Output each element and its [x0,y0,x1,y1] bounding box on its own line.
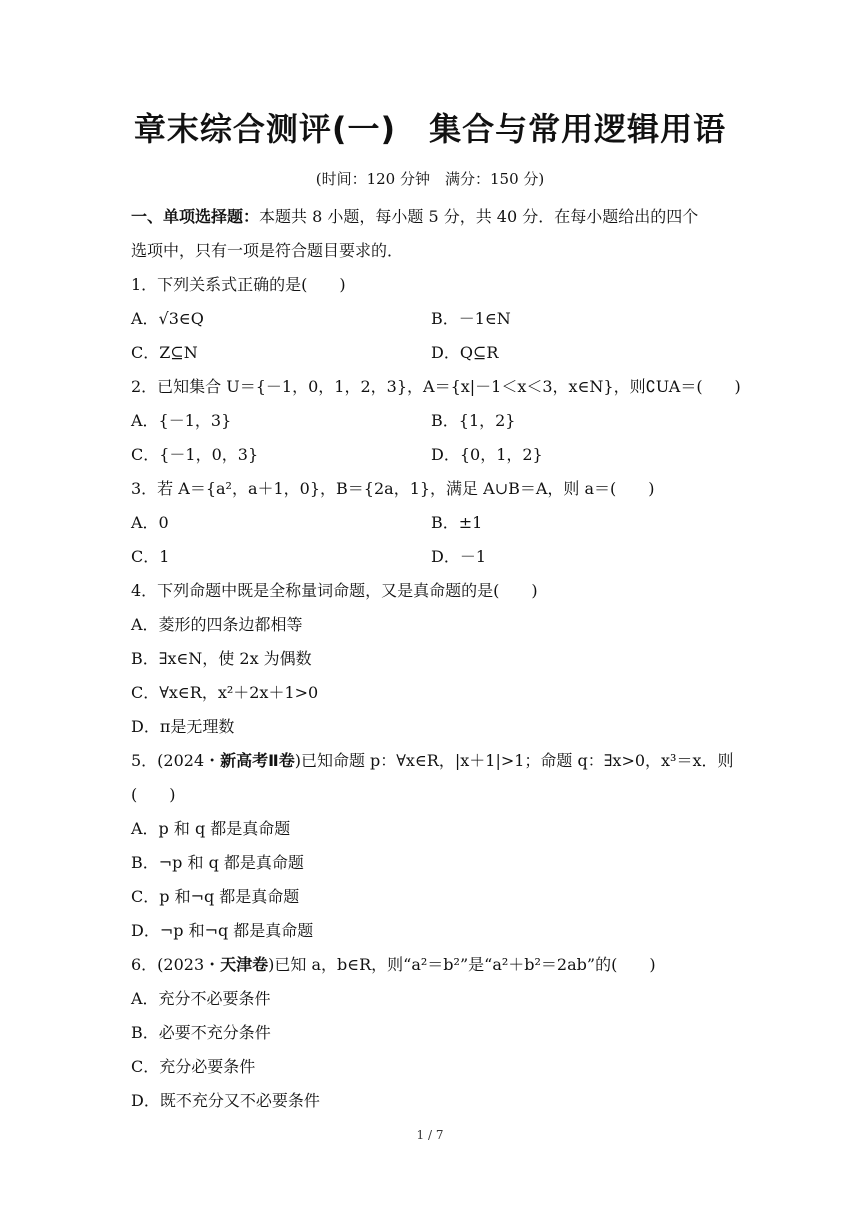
question-3-stem: 3．若 A＝{a²，a＋1，0}，B＝{2a，1}，满足 A∪B＝A，则 a＝( ) [131,479,655,498]
question-3-option-c: C．1 [131,547,170,566]
question-6-option-b: B．必要不充分条件 [131,1023,271,1042]
question-2-options-row1 [131,404,731,438]
question-2-option-c: C．{－1，0，3} [131,445,259,464]
question-6-option-a: A．充分不必要条件 [131,989,271,1008]
question-5-stem-prefix: 5．(2024・ [131,751,221,770]
question-6-option-c: C．充分必要条件 [131,1057,256,1076]
page-number: 1 / 7 [416,1128,444,1142]
question-3-option-a: A．0 [131,513,169,532]
question-2-stem: 2．已知集合 U＝{－1，0，1，2，3}，A＝{x|－1＜x＜3，x∈N}，则∁UA＝( ) [131,377,741,396]
section-heading [131,200,731,234]
question-6-stem [131,948,731,982]
page-title: 章末综合测评(一) 集合与常用逻辑用语 [133,110,727,148]
question-5-option-c: C．p 和¬q 都是真命题 [131,887,300,906]
question-4-option-c: C．∀x∈R，x²＋2x＋1>0 [131,683,319,702]
question-1-stem: 1．下列关系式正确的是( ) [131,275,346,294]
question-4-option-b: B．∃x∈N，使 2x 为偶数 [131,649,312,668]
section-heading-text: 本题共 8 小题，每小题 5 分，共 40 分．在每小题给出的四个 [259,207,699,226]
question-2-option-a: A．{－1，3} [131,411,232,430]
question-1-option-d: D．Q⊆R [431,343,499,362]
question-3-option-d: D．－1 [431,547,487,566]
question-6-source: 天津卷 [220,955,269,974]
question-1-option-b: B．－1∈N [431,309,511,328]
question-1-options-row2 [131,336,731,370]
question-3-option-b: B．±1 [431,513,483,532]
question-4-option-a: A．菱形的四条边都相等 [131,615,303,634]
question-list [131,200,741,1118]
question-5-option-b: B．¬p 和 q 都是真命题 [131,853,304,872]
question-3-options-row1 [131,506,731,540]
question-2-option-b: B．{1，2} [431,411,516,430]
exam-info: (时间：120 分钟 满分：150 分) [315,170,545,188]
question-4-option-d: D．π是无理数 [131,717,235,736]
question-2-option-d: D．{0，1，2} [431,445,543,464]
section-heading-label: 一、单项选择题： [131,207,260,226]
question-5-stem-rest: )已知命题 p：∀x∈R，|x＋1|>1；命题 q：∃x>0，x³＝x．则 [294,751,734,770]
question-5-option-d: D．¬p 和¬q 都是真命题 [131,921,314,940]
question-3-options-row2 [131,540,731,574]
question-5-stem [131,744,734,778]
question-1-options-row1 [131,302,731,336]
section-heading-cont: 选项中，只有一项是符合题目要求的． [131,241,404,260]
question-4-stem: 4．下列命题中既是全称量词命题，又是真命题的是( ) [131,581,538,600]
question-5-option-a: A．p 和 q 都是真命题 [131,819,291,838]
question-5-stem-cont: ( ) [131,785,176,804]
question-5-source: 新高考Ⅱ卷 [220,751,295,770]
question-6-option-d: D．既不充分又不必要条件 [131,1091,320,1110]
question-1-option-c: C．Z⊆N [131,343,198,362]
question-1-option-a: A．√3∈Q [131,309,204,328]
question-6-stem-rest: )已知 a，b∈R，则“a²＝b²”是“a²＋b²＝2ab”的( ) [268,955,656,974]
question-2-options-row2 [131,438,731,472]
question-6-stem-prefix: 6．(2023・ [131,955,221,974]
